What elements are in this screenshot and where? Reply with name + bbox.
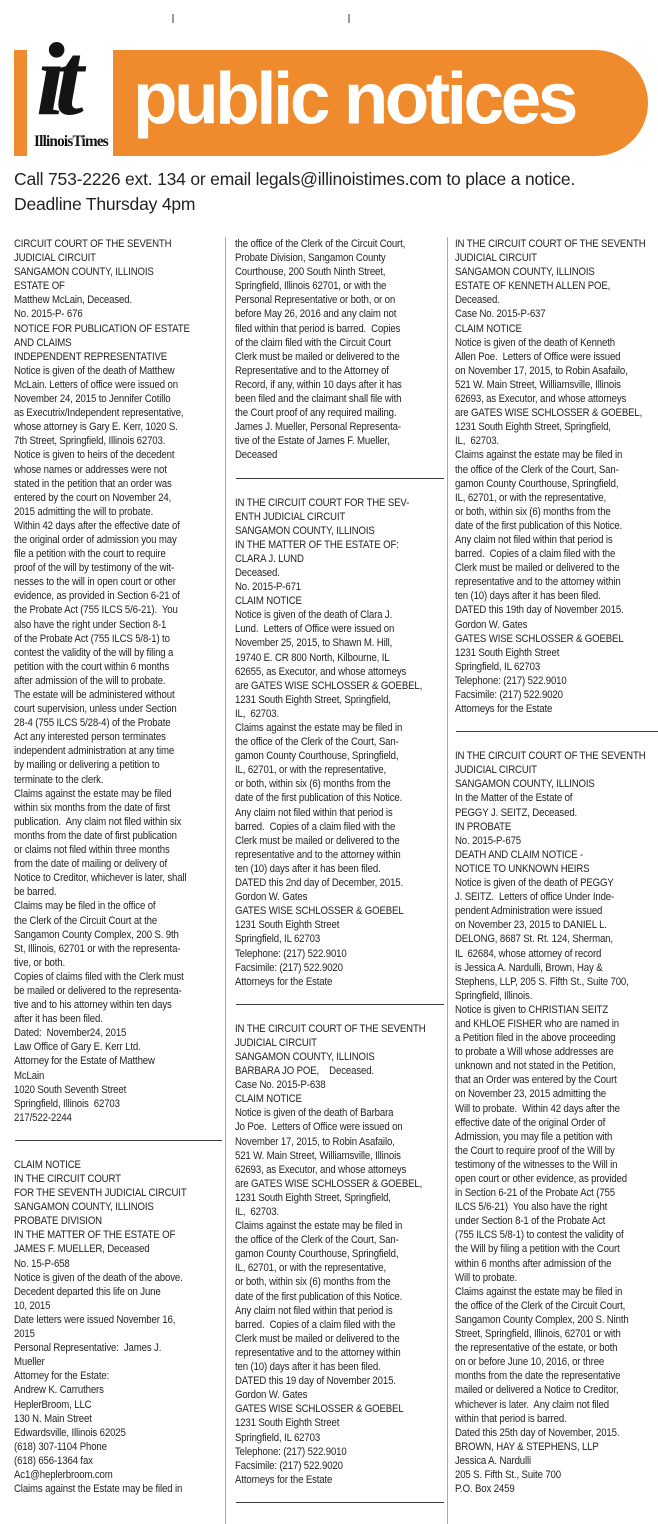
notice-line: Notice is given to CHRISTIAN SEITZ — [455, 1003, 609, 1016]
notice-line: open court or other evidence, as provided — [455, 1173, 627, 1185]
notice-line: JUDICIAL CIRCUIT — [235, 1036, 317, 1049]
notice-line: before May 26, 2016 and any claim not — [235, 308, 397, 321]
notice-line: 521 W. Main Street, Williamsville, Illinois — [455, 378, 621, 391]
notice-line: HeplerBroom, LLC — [14, 1398, 92, 1411]
notice-line: Clerk must be mailed or delivered to the — [235, 834, 400, 847]
notice-line: IN THE CIRCUIT COURT OF THE SEVENTH — [235, 1022, 426, 1035]
notice-line: of the claim filed with the Circuit Court — [235, 336, 391, 349]
notice-divider — [15, 1140, 222, 1141]
notice-line: after it has been filed. — [14, 1013, 103, 1026]
notice-line: within six months from the date of first — [14, 801, 171, 814]
notice-line: DATED this 19 day of November 2015. — [235, 1375, 396, 1388]
notice-line: DEATH AND CLAIM NOTICE - — [455, 848, 584, 861]
notice-line: The estate will be administered without — [14, 689, 175, 701]
notice-line: are GATES WISE SCHLOSSER & GOEBEL, — [235, 1177, 423, 1190]
notice-line: Facsimile: (217) 522.9020 — [235, 961, 343, 974]
notice-line: 1231 South Eighth Street — [235, 1417, 340, 1430]
notice-line: JUDICIAL CIRCUIT — [455, 252, 537, 265]
notice-line: SANGAMON COUNTY, ILLINOIS — [455, 778, 595, 791]
notice-line: Claims may be filed in the office of — [14, 900, 156, 913]
notice-line: St, Illinois, 62701 or with the representa- — [14, 942, 181, 955]
notice-line: barred. Copies of a claim filed with the — [235, 1318, 396, 1331]
notice-line: nesses to the will in open court or other — [14, 576, 176, 589]
notice-line: Telephone: (217) 522.9010 — [235, 947, 347, 960]
notice-line: CLARA J. LUND — [235, 552, 304, 565]
notice-line: P.O. Box 2459 — [455, 1483, 515, 1496]
notice-line: Street, Springfield, Illinois, 62701 or with — [455, 1328, 621, 1341]
notice-line: Gordon W. Gates — [455, 618, 528, 631]
notice-line: Springfield, Illinois 62701, or with the — [235, 280, 387, 293]
banner-title: public notices — [133, 58, 575, 140]
notice-line: Springfield, Illinois 62703 — [14, 1097, 120, 1110]
notice-line: under Section 8-1 of the Probate Act — [455, 1215, 606, 1228]
notice-line: SANGAMON COUNTY, ILLINOIS — [14, 1201, 154, 1214]
notice-line: 7th Street, Springfield, Illinois 62703. — [14, 435, 166, 448]
notice-line: or claims not filed within three months — [14, 844, 170, 857]
notice-line: Courthouse, 200 South Ninth Street, — [235, 266, 386, 279]
notice-line: Sangamon County Complex, 200 S. Ninth — [455, 1313, 629, 1326]
notice-line: Stephens, LLP, 205 S. Fifth St., Suite 700, — [455, 975, 629, 988]
notice-line: Notice to Creditor, whichever is later, shall — [14, 872, 187, 885]
notice-line: testimony of the witnesses to the Will in — [455, 1158, 618, 1171]
masthead — [14, 22, 648, 156]
notice-line: DATED this 19th day of November 2015. — [455, 604, 624, 617]
notice-line: ESTATE OF KENNETH ALLEN POE, — [455, 280, 611, 293]
legal-notice — [235, 237, 447, 463]
notice-line: Attorney for the Estate of Matthew — [14, 1055, 155, 1068]
notice-line: on November 23, 2015 admitting the — [455, 1088, 607, 1101]
notice-line: gamon County Courthouse, Springfield, — [235, 750, 399, 763]
notice-line: DELONG, 8687 St. Rt. 124, Sherman, — [455, 933, 613, 946]
notice-line: Any claim not filed within that period is — [455, 533, 613, 546]
notice-line: November 25, 2015, to Shawn M. Hill, — [235, 637, 393, 650]
notice-line: IN PROBATE — [455, 820, 512, 833]
notice-line: representative and to the attorney within — [455, 576, 621, 589]
notice-line: (618) 307-1104 Phone — [14, 1440, 107, 1453]
notice-line: whichever is later. Any claim not filed — [455, 1398, 609, 1411]
legal-notice — [455, 237, 658, 716]
notice-line: petition with the court within 6 months — [14, 660, 170, 673]
notice-line: the office of the Clerk of the Circuit Court, — [235, 238, 406, 250]
notice-divider — [236, 1004, 444, 1005]
crop-mark — [172, 14, 174, 23]
notice-line: IN THE CIRCUIT COURT OF THE SEVENTH — [455, 750, 646, 763]
notice-line: 205 S. Fifth St., Suite 700 — [455, 1468, 561, 1481]
notice-line: on November 17, 2015, to Robin Asafailo, — [455, 364, 628, 377]
notice-line: Claims against the estate may be filed in — [235, 722, 403, 734]
notice-line: Record, if any, within 10 days after it has — [235, 378, 402, 391]
notice-line: Notice is given of the death of Clara J. — [235, 609, 393, 622]
notice-line: Within 42 days after the effective date of — [14, 519, 180, 532]
notice-line: evidence, as provided in Section 6-21 of — [14, 590, 180, 603]
notice-line: NOTICE TO UNKNOWN HEIRS — [455, 862, 590, 875]
notice-line: pendent Administration were issued — [455, 905, 603, 918]
notice-line: that an Order was entered by the Court — [455, 1074, 617, 1087]
notice-line: representative and to the attorney within — [235, 1346, 401, 1359]
notice-line: Notice is given of the death of the above. — [14, 1271, 183, 1284]
notice-line: the Court to require proof of the Will by — [455, 1144, 615, 1157]
notice-line: to probate a Will whose addresses are — [455, 1046, 614, 1059]
notice-line: Copies of claims filed with the Clerk must — [14, 970, 184, 983]
notice-line: Jo Poe. Letters of Office were issued on — [235, 1121, 403, 1134]
notice-line: IN THE CIRCUIT COURT — [14, 1173, 121, 1185]
notice-line: IN THE CIRCUIT COURT OF THE SEVENTH — [455, 238, 646, 250]
contact-line-2: Deadline Thursday 4pm — [14, 193, 196, 214]
notice-line: Allen Poe. Letters of Office were issued — [455, 350, 621, 363]
notice-line: Representative and to the Attorney of — [235, 364, 389, 377]
notice-line: IN THE MATTER OF THE ESTATE OF — [14, 1229, 176, 1242]
notice-line: by mailing or delivering a petition to — [14, 759, 160, 772]
notice-line: Any claim not filed within that period is — [235, 806, 393, 819]
notice-line: from the date of mailing or delivery of — [14, 858, 167, 871]
notice-line: NOTICE FOR PUBLICATION OF ESTATE — [14, 322, 190, 335]
notice-line: Notice is given of the death of Kenneth — [455, 336, 615, 349]
notice-line: entered by the court on November 24, — [14, 491, 172, 504]
notice-line: after admission of the will to probate. — [14, 674, 166, 687]
notice-line: 1231 South Eighth Street, Springfield, — [455, 421, 611, 434]
notice-line: been filed and the claimant shall file with — [235, 393, 402, 406]
notice-line: Mueller — [14, 1356, 45, 1369]
notice-line: GATES WISE SCHLOSSER & GOEBEL — [235, 1403, 404, 1416]
legal-notice — [455, 749, 658, 1496]
notice-column-2 — [225, 237, 447, 1524]
notice-line: a Petition filed in the above proceeding — [455, 1032, 616, 1045]
legal-notice — [14, 237, 225, 1125]
notice-line: (618) 656-1364 fax — [14, 1454, 93, 1467]
notice-line: filed within that period is barred. Copies — [235, 322, 401, 335]
notice-line: 28-4 (755 ILCS 5/28-4) of the Probate — [14, 717, 171, 730]
notice-line: IL 62684, whose attorney of record — [455, 947, 602, 960]
notice-line: ten (10) days after it has been filed. — [235, 862, 381, 875]
notice-line: SANGAMON COUNTY, ILLINOIS — [235, 524, 375, 537]
notice-line: Springfield, IL 62703 — [455, 660, 541, 673]
notice-line: 1231 South Eighth Street, Springfield, — [235, 693, 391, 706]
notice-line: Law Office of Gary E. Kerr Ltd. — [14, 1041, 141, 1054]
notice-line: months from the date of first publication — [14, 829, 177, 842]
notice-line: PEGGY J. SEITZ, Deceased. — [455, 806, 578, 819]
notice-line: court supervision, unless under Section — [14, 703, 177, 716]
notice-line: date of the first publication of this Notice. — [455, 519, 623, 532]
notice-line: Dated: November24, 2015 — [14, 1027, 127, 1040]
notice-line: Case No. 2015-P-638 — [235, 1079, 326, 1092]
notice-line: James J. Mueller, Personal Representa- — [235, 421, 401, 434]
notice-line: Deceased. — [235, 566, 280, 579]
notice-line: 217/522-2244 — [14, 1111, 72, 1124]
notice-line: IL, 62703. — [235, 707, 279, 720]
notice-line: 62693, as Executor, and whose attorneys — [455, 393, 627, 406]
notice-line: IN THE MATTER OF THE ESTATE OF: — [235, 538, 399, 551]
notice-line: Case No. 2015-P-637 — [455, 308, 546, 321]
notice-line: Andrew K. Carruthers — [14, 1384, 104, 1397]
contact-line-1: Call 753-2226 ext. 134 or email legals@illinoistimes.com to place a notice. — [14, 169, 576, 189]
notice-line: 2015 admitting the will to probate. — [14, 505, 154, 518]
notice-line: barred. Copies of a claim filed with the — [455, 548, 616, 561]
notice-line: Personal Representative or both, or on — [235, 294, 396, 307]
notice-line: CLAIM NOTICE — [235, 1093, 302, 1106]
crop-mark — [348, 14, 350, 23]
notice-line: 521 W. Main Street, Williamsville, Illinois — [235, 1149, 401, 1162]
notice-line: publication. Any claim not filed within six — [14, 815, 182, 828]
notice-line: the Clerk of the Circuit Court at the — [14, 914, 158, 927]
notice-line: stated in the petition that an order was — [14, 477, 172, 490]
notice-line: the office of the Clerk of the Court, San- — [235, 736, 399, 749]
notice-line: Deceased — [235, 449, 278, 462]
notice-line: Clerk must be mailed or delivered to the — [455, 562, 620, 575]
notice-line: gamon County Courthouse, Springfield, — [455, 477, 619, 490]
notice-line: the Court proof of any required mailing. — [235, 407, 397, 420]
notice-line: effective date of the original Order of — [455, 1116, 606, 1129]
notice-line: Jessica A. Nardulli — [455, 1454, 532, 1467]
notice-line: IL, 62703. — [455, 435, 499, 448]
notice-line: be mailed or delivered to the representa- — [14, 984, 182, 997]
notice-line: as Executrix/Independent representative, — [14, 407, 184, 420]
notice-line: GATES WISE SCHLOSSER & GOEBEL — [455, 632, 624, 645]
notice-line: 19740 E. CR 800 North, Kilbourne, IL — [235, 651, 390, 664]
notice-line: Facsimile: (217) 522.9020 — [235, 1459, 343, 1472]
notice-line: 1020 South Seventh Street — [14, 1083, 127, 1096]
notice-line: independent administration at any time — [14, 745, 175, 758]
notice-line: Admission, you may file a petition with — [455, 1130, 613, 1143]
notice-line: No. 2015-P-671 — [235, 581, 302, 594]
contact-info — [14, 167, 575, 216]
notice-line: Any claim not filed within that period is — [235, 1304, 393, 1317]
notice-line: GATES WISE SCHLOSSER & GOEBEL — [235, 905, 404, 918]
notice-line: Claims against the estate may be filed in — [235, 1220, 403, 1233]
notice-line: within 6 months after admission of the — [455, 1257, 612, 1270]
notice-line: date of the first publication of this Notice. — [235, 792, 403, 805]
notice-line: 10, 2015 — [14, 1299, 51, 1312]
notice-line: CLAIM NOTICE — [14, 1158, 81, 1171]
notice-line: Attorneys for the Estate — [235, 975, 333, 988]
notice-line: JUDICIAL CIRCUIT — [455, 764, 537, 777]
notice-line: No. 15-P-658 — [14, 1257, 70, 1270]
notice-line: date of the first publication of this Notice. — [235, 1290, 403, 1303]
notice-line: Clerk must be mailed or delivered to the — [235, 1332, 400, 1345]
notice-line: SANGAMON COUNTY, ILLINOIS — [455, 266, 595, 279]
notice-line: In the Matter of the Estate of — [455, 792, 573, 805]
notice-line: Lund. Letters of Office were issued on — [235, 623, 395, 636]
notice-line: Notice is given of the death of PEGGY — [455, 877, 614, 890]
notice-line: are GATES WISE SCHLOSSER & GOEBEL, — [235, 679, 423, 692]
notice-line: DATED this 2nd day of December, 2015. — [235, 877, 404, 890]
notice-line: Clerk must be mailed or delivered to the — [235, 350, 400, 363]
notice-line: is Jessica A. Nardulli, Brown, Hay & — [455, 961, 603, 974]
logo-accent-bar — [14, 50, 27, 156]
notice-line: Probate Division, Sangamon County — [235, 252, 386, 265]
notice-line: tive, or both. — [14, 956, 66, 969]
notice-line: Gordon W. Gates — [235, 891, 308, 904]
notice-line: Notice is given of the death of Barbara — [235, 1107, 394, 1120]
notice-line: Facsimile: (217) 522.9020 — [455, 689, 563, 701]
notice-line: INDEPENDENT REPRESENTATIVE — [14, 350, 168, 363]
notice-line: November 24, 2015 to Jennifer Cotillo — [14, 393, 171, 406]
notice-line: JAMES F. MUELLER, Deceased — [14, 1243, 150, 1256]
legal-notice — [235, 1022, 447, 1487]
notice-line: be barred. — [14, 886, 57, 899]
notice-line: SANGAMON COUNTY, ILLINOIS — [235, 1050, 375, 1063]
notice-line: terminate to the clerk. — [14, 773, 104, 786]
notice-line: Telephone: (217) 522.9010 — [455, 674, 567, 687]
notice-line: or both, within six (6) months from the — [235, 778, 391, 791]
notice-line: mailed or delivered a Notice to Creditor, — [455, 1384, 619, 1397]
notice-line: of the Probate Act (755 ILCS 5/8-1) to — [14, 632, 170, 645]
notice-line: barred. Copies of a claim filed with the — [235, 820, 396, 833]
notice-line: Date letters were issued November 16, — [14, 1313, 176, 1326]
notice-line: on or before June 10, 2016, or three — [455, 1356, 605, 1369]
notice-line: the Will by filing a petition with the Court — [455, 1243, 620, 1256]
notice-line: 1231 South Eighth Street, Springfield, — [235, 1191, 391, 1204]
logo-caption: IllinoisTimes — [34, 133, 108, 150]
notice-line: Ac1@heplerbroom.com — [14, 1468, 113, 1481]
notice-line: the Probate Act (755 ILCS 5/6-21). You — [14, 604, 178, 617]
notice-line: CLAIM NOTICE — [235, 595, 302, 608]
notice-line: Attorneys for the Estate — [235, 1473, 333, 1486]
notice-line: representative and to the attorney within — [235, 848, 401, 861]
notice-line: 62693, as Executor, and whose attorneys — [235, 1163, 407, 1176]
notice-line: JUDICIAL CIRCUIT — [14, 252, 96, 265]
notice-line: Springfield, Illinois. — [455, 989, 533, 1002]
notice-line: Sangamon County Complex, 200 S. 9th — [14, 928, 179, 941]
notice-line: IL, 62703. — [235, 1206, 279, 1218]
public-notices-banner — [113, 50, 648, 156]
notice-line: Dated this 25th day of November, 2015. — [455, 1426, 620, 1439]
notice-line: Claims against the estate may be filed in — [455, 449, 623, 462]
notice-line: November 17, 2015, to Robin Asafailo, — [235, 1135, 395, 1148]
notice-line: CIRCUIT COURT OF THE SEVENTH — [14, 238, 172, 250]
notice-line: ENTH JUDICIAL CIRCUIT — [235, 510, 346, 523]
notice-line: the office of the Clerk of the Court, San- — [455, 463, 619, 476]
notice-line: Will to probate. Within 42 days after the — [455, 1102, 620, 1115]
notice-line: Notice is given to heirs of the decedent — [14, 449, 175, 462]
notice-line: No. 2015-P- 676 — [14, 308, 83, 321]
notice-line: months from the date the representative — [455, 1370, 621, 1383]
notice-line: are GATES WISE SCHLOSSER & GOEBEL, — [455, 407, 643, 420]
notice-line: FOR THE SEVENTH JUDICIAL CIRCUIT — [14, 1187, 187, 1200]
notice-line: 62655, as Executor, and whose attorneys — [235, 665, 407, 678]
notice-line: BROWN, HAY & STEPHENS, LLP — [455, 1440, 599, 1453]
notice-line: contest the validity of the will by filing a — [14, 646, 174, 659]
notice-divider — [456, 731, 658, 732]
notice-line: Springfield, IL 62703 — [235, 933, 321, 946]
legal-notice — [235, 496, 447, 989]
notice-line: IL, 62701, or with the representative, — [235, 1262, 387, 1275]
notice-line: Matthew McLain, Deceased. — [14, 294, 132, 307]
notice-line: 130 N. Main Street — [14, 1412, 92, 1425]
notice-line: whose names or addresses were not — [14, 463, 167, 476]
notice-line: in Section 6-21 of the Probate Act (755 — [455, 1187, 615, 1200]
notice-line: unknown and not stated in the Petition, — [455, 1060, 616, 1073]
notice-divider — [236, 1502, 444, 1503]
notice-line: IL, 62701, or with the representative, — [235, 764, 387, 777]
notice-line: the office of the Clerk of the Circuit Court, — [455, 1299, 626, 1312]
notice-line: ILCS 5/6-21) You also have the right — [455, 1201, 608, 1214]
notice-line: Attorney for the Estate: — [14, 1370, 110, 1383]
notice-line: BARBARA JO POE, Deceased. — [235, 1065, 374, 1078]
notice-line: 1231 South Eighth Street — [455, 646, 560, 659]
notice-line: within that period is barred. — [455, 1412, 567, 1425]
notice-line: tive of the Estate of James F. Mueller, — [235, 435, 390, 448]
notice-line: Springfield, IL 62703 — [235, 1431, 321, 1444]
notice-line: the original order of admission you may — [14, 533, 177, 546]
notice-line: Edwardsville, Illinois 62025 — [14, 1426, 126, 1439]
notice-line: ten (10) days after it has been filed. — [235, 1361, 381, 1374]
notice-line: Telephone: (217) 522.9010 — [235, 1445, 347, 1458]
notice-line: or both, within six (6) months from the — [455, 505, 611, 518]
notice-line: Attorneys for the Estate — [455, 703, 553, 716]
notice-line: McLain — [14, 1069, 45, 1082]
notice-line: 2015 — [14, 1328, 35, 1341]
notice-line: tive and to his attorney within ten days — [14, 999, 172, 1012]
notice-line: whose attorney is Gary E. Kerr, 1020 S. — [14, 421, 178, 434]
notice-line: also have the right under Section 8-1 — [14, 618, 167, 631]
notice-line: gamon County Courthouse, Springfield, — [235, 1248, 399, 1261]
notice-line: IN THE CIRCUIT COURT FOR THE SEV- — [235, 496, 410, 509]
notice-line: Decedent departed this life on June — [14, 1285, 161, 1298]
notice-line: (755 ILCS 5/8-1) to contest the validity of — [455, 1229, 624, 1242]
notice-line: Will to probate. — [455, 1271, 518, 1284]
notice-divider — [236, 478, 444, 479]
notice-line: the representative of the estate, or both — [455, 1342, 618, 1355]
notice-line: Deceased. — [455, 294, 500, 307]
notice-line: PROBATE DIVISION — [14, 1215, 102, 1228]
notice-line: IL, 62701, or with the representative, — [455, 491, 607, 504]
notice-line: Claims against the estate may be filed in — [455, 1285, 623, 1298]
notice-line: SANGAMON COUNTY, ILLINOIS — [14, 266, 154, 279]
notice-column-3 — [447, 237, 658, 1524]
notice-line: and KHLOE FISHER who are named in — [455, 1017, 619, 1030]
notice-line: Gordon W. Gates — [235, 1389, 308, 1402]
notice-line: Act any interested person terminates — [14, 731, 166, 744]
notice-line: No. 2015-P-675 — [455, 834, 522, 847]
notice-line: Notice is given of the death of Matthew — [14, 364, 175, 377]
notice-line: ten (10) days after it has been filed. — [455, 590, 601, 603]
notice-line: McLain. Letters of office were issued on — [14, 378, 178, 391]
notice-columns — [14, 237, 658, 1524]
notice-line: AND CLAIMS — [14, 336, 72, 349]
notice-line: Claims against the Estate may be filed in — [14, 1483, 183, 1496]
notice-line: on November 23, 2015 to DANIEL L. — [455, 919, 607, 932]
notice-line: the office of the Clerk of the Court, San- — [235, 1234, 399, 1247]
notice-column-1 — [14, 237, 225, 1524]
notice-line: 1231 South Eighth Street — [235, 919, 340, 932]
notice-line: J. SEITZ. Letters of office Under Inde- — [455, 891, 615, 904]
legal-notice — [14, 1158, 225, 1496]
notice-line: proof of the will by testimony of the wit- — [14, 562, 175, 575]
notice-line: ESTATE OF — [14, 280, 65, 293]
notice-line: Claims against the estate may be filed — [14, 787, 172, 800]
notice-line: or both, within six (6) months from the — [235, 1276, 391, 1289]
logo-it-monogram: it — [36, 22, 74, 137]
notice-line: CLAIM NOTICE — [455, 322, 522, 335]
notice-line: Personal Representative: James J. — [14, 1342, 162, 1355]
notice-line: file a petition with the court to require — [14, 548, 166, 561]
